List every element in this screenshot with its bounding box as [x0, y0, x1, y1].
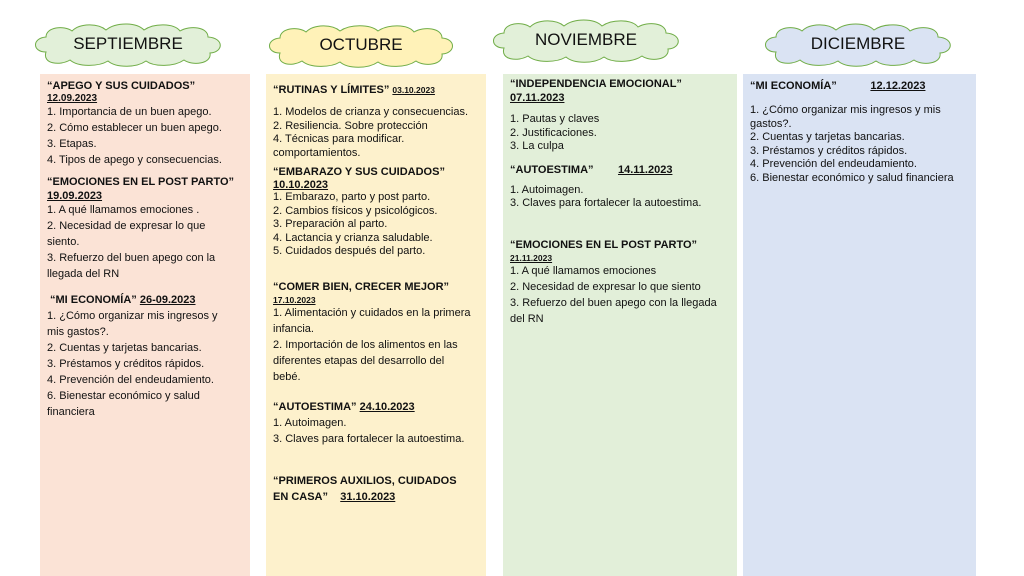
column-september: [40, 74, 250, 576]
topic-item: 2. Cuentas y tarjetas bancarias.: [750, 131, 905, 143]
topic-item: mis gastos?.: [47, 326, 109, 338]
topic-item: 2. Importación de los alimentos en las: [273, 338, 458, 351]
topic-item: 6. Bienestar económico y salud: [47, 390, 200, 402]
topic-title: “MI ECONOMÍA”: [50, 294, 137, 306]
topic-date: 07.11.2023: [510, 92, 565, 104]
topic-item: 4. Prevención del endeudamiento.: [750, 158, 917, 170]
topic-date: 12.09.2023: [47, 93, 98, 104]
topic-date: 17.10.2023: [273, 294, 316, 305]
topic-item: diferentes etapas del desarrollo del: [273, 354, 445, 367]
topic-item: bebé.: [273, 370, 301, 383]
topic-item: 4. Lactancia y crianza saludable.: [273, 231, 433, 244]
topic-title: “PRIMEROS AUXILIOS, CUIDADOS: [273, 474, 457, 487]
topic-title: “APEGO Y SUS CUIDADOS”: [47, 80, 196, 92]
topic-date: 12.12.2023: [870, 80, 926, 92]
topic-item: 5. Cuidados después del parto.: [273, 245, 426, 257]
topic-item: comportamientos.: [273, 146, 361, 159]
topic-item: 1. Autoimagen.: [273, 416, 347, 429]
topic-item: 4. Prevención del endeudamiento.: [47, 374, 214, 386]
topic-date: 26-09.2023: [139, 294, 196, 306]
topic-item: siento.: [47, 236, 80, 248]
topic-item: 2. Cuentas y tarjetas bancarias.: [47, 342, 202, 354]
topic-date: 31.10.2023: [340, 490, 396, 503]
column-november: [503, 74, 737, 576]
topic-item: 2. Justificaciones.: [510, 126, 597, 139]
topic-item: 1. Modelos de crianza y consecuencias.: [273, 106, 469, 118]
topic-title: “EMOCIONES EN EL POST PARTO”: [510, 238, 698, 251]
topic-item: financiera: [47, 406, 95, 418]
topic-date: 03.10.2023: [392, 85, 435, 95]
topic-date: 19.09.2023: [47, 190, 103, 202]
topic-item: 3. Refuerzo del buen apego con la: [47, 252, 216, 264]
topic-item: 1. Importancia de un buen apego.: [47, 106, 212, 118]
topic-item: 2. Cambios físicos y psicológicos.: [273, 204, 438, 217]
month-label-october: OCTUBRE: [319, 35, 403, 54]
topic-title: “EMBARAZO Y SUS CUIDADOS”: [273, 166, 445, 178]
topic-item: 4. Tipos de apego y consecuencias.: [47, 154, 222, 166]
topic-item: gastos?.: [750, 117, 792, 130]
topic-item: 3. Claves para fortalecer la autoestima.: [510, 197, 702, 209]
topic-item: 2. Resiliencia. Sobre protección: [273, 119, 428, 132]
topic-item: 2. Cómo establecer un buen apego.: [47, 122, 222, 134]
topic-title: “COMER BIEN, CRECER MEJOR”: [273, 280, 450, 293]
topic-item: 4. Técnicas para modificar.: [273, 133, 405, 145]
topic-title: EN CASA”: [273, 490, 329, 503]
topic-item: 1. Embarazo, parto y post parto.: [273, 191, 431, 203]
topic-item: 3. Etapas.: [47, 138, 97, 150]
topic-item: del RN: [510, 312, 544, 325]
topic-date: 24.10.2023: [359, 400, 415, 413]
topic-item: 3. Preparación al parto.: [273, 218, 388, 230]
topic-item: infancia.: [273, 322, 314, 335]
topic-item: 3. Préstamos y créditos rápidos.: [47, 358, 205, 370]
topic-title: “INDEPENDENCIA EMOCIONAL”: [510, 78, 682, 90]
topic-item: 1. Pautas y claves: [510, 113, 600, 125]
topic-title: “EMOCIONES EN EL POST PARTO”: [47, 176, 235, 188]
topic-title: “RUTINAS Y LÍMITES”: [273, 84, 390, 96]
column-october: [266, 74, 486, 576]
topic-item: 3. Claves para fortalecer la autoestima.: [273, 432, 465, 445]
month-cloud-october: [262, 24, 460, 68]
topic-date: 10.10.2023: [273, 179, 329, 191]
topic-date: 21.11.2023: [510, 252, 553, 263]
topic-item: 3. Préstamos y créditos rápidos.: [750, 144, 908, 157]
topic-item: 1. ¿Cómo organizar mis ingresos y mis: [750, 104, 941, 116]
topic-item: 2. Necesidad de expresar lo que siento: [510, 280, 701, 293]
topic-title: “MI ECONOMÍA”: [750, 80, 837, 92]
month-label-december: DICIEMBRE: [810, 34, 906, 53]
month-label-september: SEPTIEMBRE: [73, 34, 183, 53]
topic-item: 3. La culpa: [510, 140, 564, 152]
topic-title: “AUTOESTIMA”: [273, 400, 357, 413]
month-cloud-september: [28, 22, 228, 68]
topic-item: 1. A qué llamamos emociones: [510, 264, 657, 277]
topic-item: 1. A qué llamamos emociones .: [47, 204, 200, 216]
month-label-november: NOVIEMBRE: [534, 30, 638, 49]
month-cloud-december: [758, 22, 958, 68]
topic-title: “AUTOESTIMA”: [510, 163, 594, 176]
topic-item: 1. Alimentación y cuidados en la primera: [273, 306, 471, 319]
topic-item: 1. ¿Cómo organizar mis ingresos y: [47, 310, 218, 322]
column-december: [743, 74, 976, 576]
topic-item: 1. Autoimagen.: [510, 183, 584, 196]
topic-item: 3. Refuerzo del buen apego con la llegada: [510, 296, 717, 309]
month-cloud-november: [486, 18, 686, 64]
topic-item: 2. Necesidad de expresar lo que: [47, 220, 206, 232]
topic-item: 6. Bienestar económico y salud financiera: [750, 171, 954, 184]
topic-date: 14.11.2023: [617, 163, 673, 176]
topic-item: llegada del RN: [47, 268, 120, 280]
